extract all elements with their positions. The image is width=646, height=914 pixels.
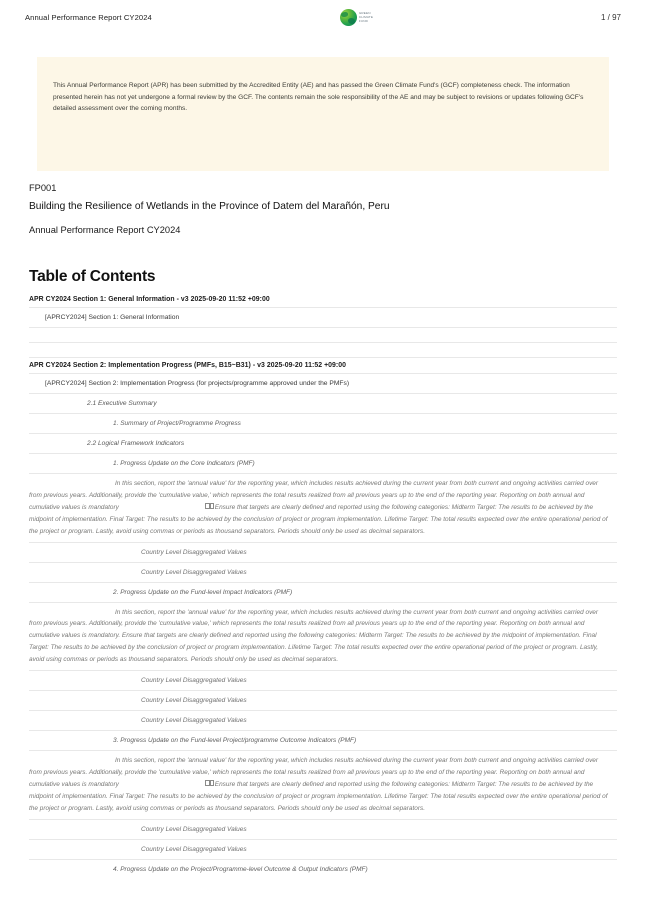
- toc-entry-level-4[interactable]: Country Level Disaggregated Values: [141, 548, 247, 556]
- report-title: Annual Performance Report CY2024: [29, 225, 181, 235]
- toc-entry-level-4[interactable]: Country Level Disaggregated Values: [141, 717, 247, 725]
- toc-row: [29, 820, 617, 840]
- toc-row: [29, 603, 617, 672]
- toc-entry-level-1[interactable]: [APRCY2024] Section 1: General Information: [45, 313, 180, 321]
- toc-entry-level-1[interactable]: [APRCY2024] Section 2: Implementation Progress (for projects/programme approved under the PMFs): [45, 380, 350, 387]
- page-number-indicator: 1 / 97: [600, 12, 621, 22]
- toc-row: [29, 840, 617, 860]
- toc-row: [29, 343, 617, 358]
- toc-row: [29, 414, 617, 434]
- funding-proposal-code: FP001: [29, 183, 57, 193]
- toc-row: [29, 374, 617, 394]
- toc-row: [29, 434, 617, 454]
- toc-row: [29, 454, 617, 474]
- toc-entry-level-4[interactable]: Country Level Disaggregated Values: [141, 845, 247, 853]
- toc-spacer-row: [29, 343, 617, 357]
- toc-row: [29, 711, 617, 731]
- toc-row: [29, 671, 617, 691]
- missing-glyph-boxes: [119, 779, 215, 791]
- toc-entry-level-4[interactable]: Country Level Disaggregated Values: [141, 697, 247, 705]
- toc-entry-level-4[interactable]: Country Level Disaggregated Values: [141, 825, 247, 833]
- toc-entry-level-2[interactable]: 2.2 Logical Framework Indicators: [87, 440, 185, 447]
- gcf-logo-line-1: GREEN: [358, 10, 371, 15]
- toc-guidance-paragraph: In this section, report the 'annual value' for the reporting year, which includes results achieved during the current year from both current and ongoing activities carried over from previous years. Additionally, provide the 'cumulative value,' which represents the total results realized from all previous years up to the end of the reporting year. Reporting on both annual and cumulative values is mandatory. Ensure that targets are clearly defined and reported using the following categories: Midterm Target: The results to be achieved by the midpoint of implementation. Final Target: The results to be achieved by the conclusion of project or program implementation. Lifetime Target: The total results expected over the entire operational period of the project or program. Lastly, avoid using commas or periods as thousand separators. Periods should only be used as decimal separators.: [29, 608, 599, 664]
- toc-guidance-paragraph: In this section, report the 'annual value' for the reporting year, which includes results achieved during the current year from both current and ongoing activities carried over from previous years. Additionally, provide the 'cumulative value,' which represents the total results realized from all previous years up to the end of the reporting year. Reporting on both annual and cumulative values is mandatory Ensure that targets are clearly defined and reported using the following categories: Midterm Target: The results to be achieved by the midpoint of implementation. Final Target: The results to be achieved by the conclusion of project or program implementation. Lifetime Target: The total results expected over the entire operational period of the project or program. Lastly, avoid using commas or periods as thousand separators. Periods should only be used as decimal separators.: [29, 757, 608, 812]
- disclaimer-notice-text: This Annual Performance Report (APR) has been submitted by the Accredited Entity (AE) and has passed the Green Climate Fund's (GCF) completeness check. The information presented herein has not yet undergone a formal review by the GCF. The contents remain the sole responsibility of the AE and may be subject to revisions or updates following GCF's detailed assessment over the coming months.: [53, 82, 584, 113]
- missing-glyph-boxes: [119, 502, 215, 514]
- table-of-contents-list: [29, 291, 617, 879]
- toc-section-header[interactable]: APR CY2024 Section 2: Implementation Progress (PMFs, B15~B31) - v3 2025-09-20 11:52 +09:00: [29, 362, 347, 369]
- gcf-logo-wordmark: [359, 11, 373, 24]
- toc-row: [29, 394, 617, 414]
- toc-row: [29, 691, 617, 711]
- gcf-logo-line-2: CLIMATE: [358, 14, 374, 19]
- toc-entry-level-3[interactable]: 2. Progress Update on the Fund-level Impact Indicators (PMF): [113, 588, 293, 596]
- table-of-contents-heading: Table of Contents: [29, 268, 156, 285]
- toc-row: [29, 358, 617, 375]
- toc-entry-level-3[interactable]: 4. Progress Update on the Project/Programme-level Outcome & Output Indicators (PMF): [113, 865, 368, 873]
- toc-row: [29, 731, 617, 751]
- header-logo-container: [152, 9, 561, 26]
- toc-entry-level-3[interactable]: 1. Progress Update on the Core Indicators (PMF): [113, 460, 255, 467]
- toc-entry-level-2[interactable]: 2.1 Executive Summary: [87, 400, 157, 407]
- toc-row: [29, 860, 617, 879]
- disclaimer-notice-box: [37, 57, 609, 171]
- toc-spacer-row: [29, 328, 617, 342]
- toc-row: [29, 583, 617, 603]
- toc-entry-level-4[interactable]: Country Level Disaggregated Values: [141, 677, 247, 685]
- toc-entry-level-3[interactable]: 3. Progress Update on the Fund-level Project/programme Outcome Indicators (PMF): [113, 737, 357, 745]
- gcf-logo: [340, 9, 373, 26]
- toc-entry-level-4[interactable]: Country Level Disaggregated Values: [141, 568, 247, 576]
- project-title: Building the Resilience of Wetlands in the Province of Datem del Marañón, Peru: [29, 201, 390, 212]
- gcf-logo-line-3: FUND: [358, 18, 369, 23]
- page-header: [0, 0, 646, 34]
- toc-row: [29, 308, 617, 328]
- green-climate-fund-globe-icon: [340, 9, 357, 26]
- toc-row: [29, 291, 617, 308]
- toc-row: [29, 751, 617, 820]
- toc-entry-level-3[interactable]: 1. Summary of Project/Programme Progress: [113, 420, 241, 427]
- toc-row: [29, 328, 617, 343]
- header-document-title: Annual Performance Report CY2024: [25, 12, 152, 22]
- toc-row: [29, 543, 617, 563]
- toc-row: [29, 474, 617, 543]
- toc-guidance-paragraph: In this section, report the 'annual value' for the reporting year, which includes results achieved during the current year from both current and ongoing activities carried over from previous years. Additionally, provide the 'cumulative value,' which represents the total results realized from all previous years up to the end of the reporting year. Reporting on both annual and cumulative values is mandatory Ensure that targets are clearly defined and reported using the following categories: Midterm Target: The results to be achieved by the midpoint of implementation. Final Target: The results to be achieved by the conclusion of project or program implementation. Lifetime Target: The total results expected over the entire operational period of the project or program. Lastly, avoid using commas or periods as thousand separators. Periods should only be used as decimal separators.: [29, 480, 608, 535]
- toc-row: [29, 563, 617, 583]
- document-title-block: [29, 180, 609, 242]
- toc-section-header[interactable]: APR CY2024 Section 1: General Information - v3 2025-09-20 11:52 +09:00: [29, 295, 270, 303]
